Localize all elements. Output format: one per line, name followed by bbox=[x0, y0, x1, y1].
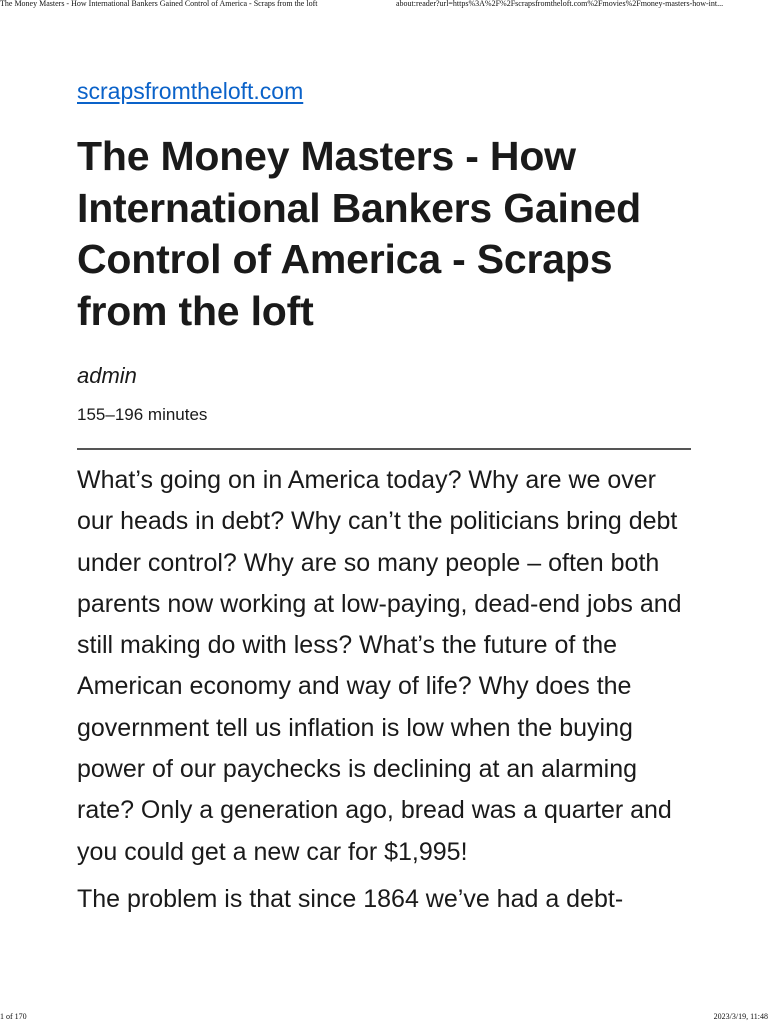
reader-view bbox=[77, 74, 691, 920]
print-header-url: about:reader?url=https%3A%2F%2Fscrapsfromtheloft.com%2Fmovies%2Fmoney-masters-how-int... bbox=[396, 0, 724, 8]
page-number: 1 of 170 bbox=[0, 1012, 27, 1021]
article-content bbox=[77, 460, 691, 920]
header-divider bbox=[77, 448, 691, 450]
article-byline: admin bbox=[77, 363, 137, 388]
source-domain-link[interactable]: scrapsfromtheloft.com bbox=[77, 78, 304, 104]
article-paragraph: What’s going on in America today? Why are we over our heads in debt? Why can’t the politicians bring debt under control? Why are so many people – often both parents now working at low-paying, dead-end jobs and still making do with less? What’s the future of the American economy and way of life? Why does the government tell us inflation is low when the buying power of our paychecks is declining at an alarming rate? Only a generation ago, bread was a quarter and you could get a new car for $1,995! bbox=[77, 466, 682, 866]
reading-time: 155–196 minutes bbox=[77, 405, 208, 424]
article-title: The Money Masters - How International Bankers Gained Control of America - Scraps from the loft bbox=[77, 133, 641, 334]
print-header-title: The Money Masters - How International Bankers Gained Control of America - Scraps from the loft bbox=[0, 0, 318, 8]
print-date: 2023/3/19, 11:48 bbox=[713, 1012, 768, 1021]
article-paragraph: The problem is that since 1864 we’ve had a debt- bbox=[77, 884, 624, 913]
print-footer bbox=[0, 1013, 768, 1024]
print-header bbox=[0, 0, 768, 14]
